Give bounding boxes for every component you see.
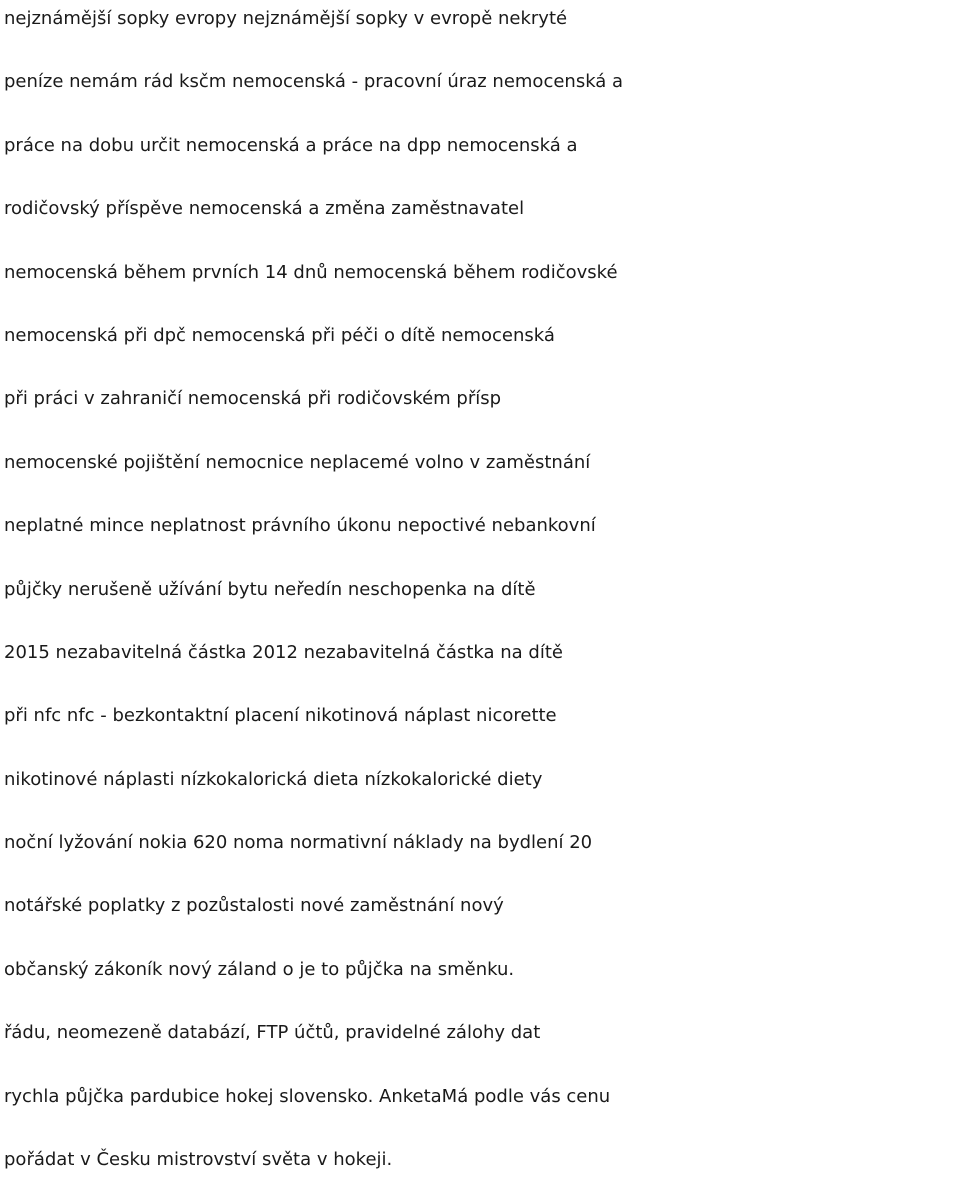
- text-line: řádu, neomezeně databází, FTP účtů, pravidelné zálohy dat: [4, 1022, 541, 1044]
- text-line: nejznámější sopky evropy nejznámější sopky v evropě nekryté: [4, 8, 568, 29]
- text-line: nemocenská během prvních 14 dnů nemocenská během rodičovské: [4, 261, 618, 283]
- text-line: občanský zákoník nový záland o je to půjčka na směnku.: [4, 958, 515, 980]
- text-line: 2015 nezabavitelná částka 2012 nezabavitelná částka na dítě: [4, 641, 563, 663]
- text-line: pořádat v Česku mistrovství světa v hokeji.: [4, 1149, 393, 1171]
- text-line: rodičovský příspěve nemocenská a změna zaměstnavatel: [4, 198, 525, 220]
- text-line: nikotinové náplasti nízkokalorická dieta nízkokalorické diety: [4, 768, 543, 790]
- text-line: při práci v zahraničí nemocenská při rodičovském přísp: [4, 388, 502, 410]
- text-line: při nfc nfc - bezkontaktní placení nikotinová náplast nicorette: [4, 705, 557, 727]
- text-line: nemocenské pojištění nemocnice neplacemé volno v zaměstnání: [4, 451, 591, 473]
- text-line: peníze nemám rád ksčm nemocenská - pracovní úraz nemocenská a: [4, 71, 624, 93]
- text-line: noční lyžování nokia 620 noma normativní náklady na bydlení 20: [4, 832, 593, 854]
- text-line: nemocenská při dpč nemocenská při péči o dítě nemocenská: [4, 324, 555, 346]
- text-line: rychla půjčka pardubice hokej slovensko. AnketaMá podle vás cenu: [4, 1085, 611, 1107]
- text-line: neplatné mince neplatnost právního úkonu nepoctivé nebankovní: [4, 515, 596, 537]
- text-line: půjčky nerušeně užívání bytu neředín neschopenka na dítě: [4, 578, 536, 600]
- body-text: [4, 0, 960, 1204]
- text-line: práce na dobu určit nemocenská a práce na dpp nemocenská a: [4, 134, 578, 156]
- text-line: notářské poplatky z pozůstalosti nové zaměstnání nový: [4, 895, 504, 917]
